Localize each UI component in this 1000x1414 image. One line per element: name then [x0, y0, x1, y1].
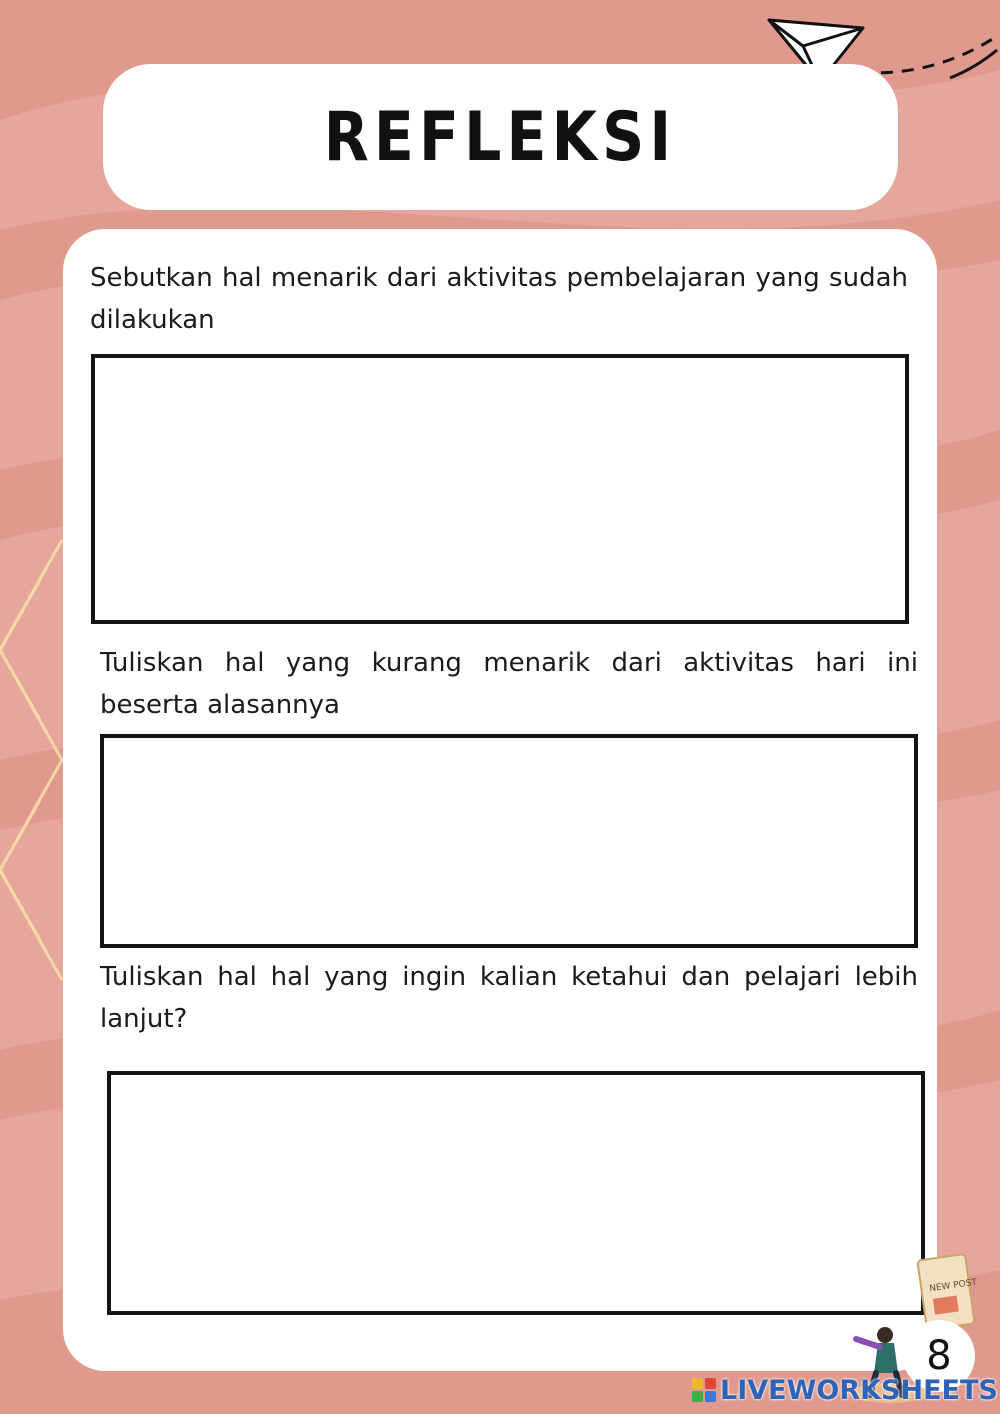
question-1-text: Sebutkan hal menarik dari aktivitas pembelajaran yang sudah dilakukan	[90, 263, 908, 335]
answer-box-3[interactable]	[107, 1071, 925, 1315]
answer-box-2[interactable]	[100, 734, 918, 948]
illustration-label: NEW POST	[928, 1277, 978, 1295]
worksheet-card	[63, 229, 937, 1371]
liveworksheets-logo-icon	[692, 1378, 716, 1402]
question-3-text: Tuliskan hal hal yang ingin kalian ketahui dan pelajari lebih lanjut?	[100, 962, 918, 1034]
title-card	[103, 64, 898, 210]
question-2-text: Tuliskan hal yang kurang menarik dari aktivitas hari ini beserta alasannya	[100, 648, 918, 720]
answer-box-1[interactable]	[91, 354, 909, 624]
page-number: 8	[903, 1320, 975, 1392]
liveworksheets-watermark	[692, 1372, 998, 1408]
watermark-text: LIVEWORKSHEETS	[720, 1374, 998, 1406]
page-title: REFLEKSI	[324, 97, 677, 177]
